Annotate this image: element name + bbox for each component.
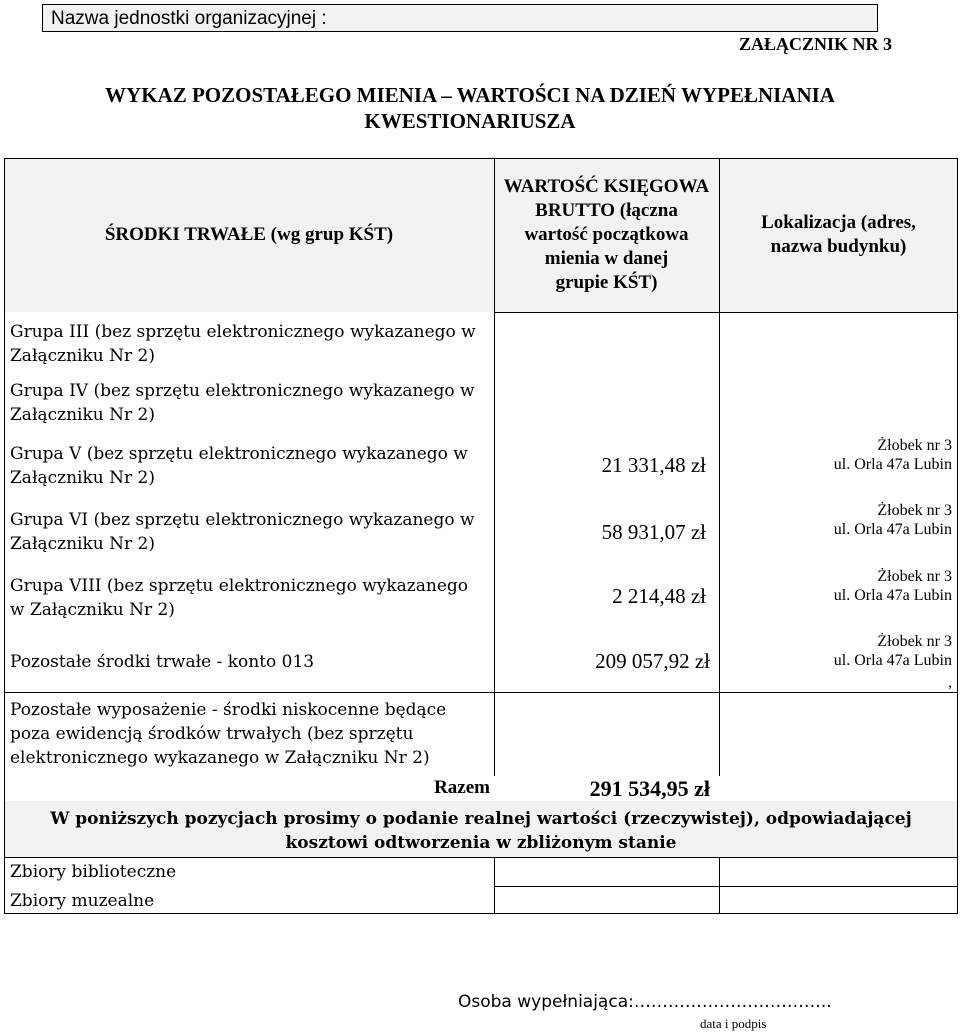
- location-line: Żłobek nr 3: [877, 568, 952, 585]
- header-book-value: [494, 158, 719, 312]
- header-book-value-line: BRUTTO (łączna: [535, 200, 678, 221]
- location-line: Żłobek nr 3: [877, 502, 952, 519]
- document-title-line1: WYKAZ POZOSTAŁEGO MIENIA – WARTOŚCI NA DZIEŃ WYPEŁNIANIA: [105, 83, 835, 107]
- column-divider-2: [719, 158, 720, 692]
- row-divider: [4, 692, 958, 693]
- header-location-line: nazwa budynku): [770, 236, 907, 257]
- extra-column-divider-1: [494, 857, 495, 914]
- location-line: ul. Orla 47a Lubin: [833, 521, 952, 538]
- annex-label: ZAŁĄCZNIK NR 3: [738, 34, 892, 54]
- total-label: Razem: [434, 777, 490, 798]
- note-line: W poniższych pozycjach prosimy o podanie realnej wartości (rzeczywistej), odpowiadającej: [50, 809, 912, 829]
- location-line: ul. Orla 47a Lubin: [833, 587, 952, 604]
- table-row-label: [10, 650, 314, 674]
- row-label-line: Załączniku Nr 2): [10, 534, 155, 554]
- header-book-value-line: WARTOŚĆ KSIĘGOWA: [503, 176, 710, 197]
- table-row-label: [10, 574, 468, 622]
- extra-row-label: Zbiory biblioteczne: [10, 862, 177, 882]
- header-location-line: Lokalizacja (adres,: [761, 212, 916, 233]
- book-value: 2 214,48 zł: [612, 584, 706, 608]
- total-value: 291 534,95 zł: [589, 776, 710, 801]
- organization-unit-label: Nazwa jednostki organizacyjnej :: [51, 8, 327, 29]
- row-label-line: poza ewidencją środków trwałych (bez sprzętu: [10, 724, 414, 744]
- organization-unit-field: [42, 4, 878, 32]
- column-divider-1: [494, 158, 495, 692]
- row-label-line: Załączniku Nr 2): [10, 346, 155, 366]
- note-bottom-line: [4, 857, 958, 858]
- row-label-line: Grupa III (bez sprzętu elektronicznego wykazanego w: [10, 322, 476, 342]
- signature-caption: data i podpis: [700, 1016, 767, 1031]
- location-text: [752, 632, 952, 670]
- table-row-label: [10, 698, 446, 770]
- location-box-right: [719, 692, 720, 776]
- book-value: 58 931,07 zł: [601, 520, 706, 544]
- header-fixed-assets-label: ŚRODKI TRWAŁE (wg grup KŚT): [104, 224, 394, 245]
- row-label-line: Pozostałe wyposażenie - środki niskocenne będące: [10, 700, 447, 720]
- location-line: ul. Orla 47a Lubin: [833, 652, 952, 669]
- location-mark: ,: [948, 674, 952, 691]
- header-book-value-line: grupie KŚT): [555, 272, 658, 293]
- header-book-value-line: mienia w danej: [544, 248, 669, 269]
- signature-line: Osoba wypełniająca:……………………………..: [458, 992, 832, 1012]
- table-row-label: [10, 508, 475, 556]
- header-fixed-assets: [4, 158, 494, 312]
- row-label-line: Grupa VI (bez sprzętu elektronicznego wykazanego w: [10, 510, 475, 530]
- table-row-label: [10, 320, 476, 368]
- row-label-line: Grupa V (bez sprzętu elektronicznego wykazanego w: [10, 444, 468, 464]
- column-divider-value-lower: [494, 692, 495, 776]
- table-row-label: [10, 442, 468, 490]
- note-line: kosztowi odtworzenia w zbliżonym stanie: [285, 833, 677, 853]
- extra-row-divider: [494, 886, 958, 887]
- location-text: [752, 501, 952, 539]
- extra-row-label: Zbiory muzealne: [10, 891, 155, 911]
- location-line: Żłobek nr 3: [877, 633, 952, 650]
- table-border-top: [4, 158, 958, 159]
- book-value: 21 331,48 zł: [601, 453, 706, 477]
- row-label-line: Grupa VIII (bez sprzętu elektronicznego wykazanego: [10, 576, 469, 596]
- header-book-value-line: wartość początkowa: [524, 224, 689, 245]
- row-label-line: Pozostałe środki trwałe - konto 013: [10, 652, 315, 672]
- header-divider: [494, 312, 958, 313]
- row-label-line: Załączniku Nr 2): [10, 405, 155, 425]
- table-row-label: [10, 379, 475, 427]
- row-label-line: Załączniku Nr 2): [10, 468, 155, 488]
- location-text: [752, 567, 952, 605]
- book-value: 209 057,92 zł: [595, 649, 710, 673]
- document-title: [0, 82, 940, 134]
- row-label-line: elektronicznego wykazanego w Załączniku Nr 2): [10, 748, 430, 768]
- row-label-line: w Załączniku Nr 2): [10, 600, 175, 620]
- location-line: Żłobek nr 3: [877, 437, 952, 454]
- location-line: ul. Orla 47a Lubin: [833, 456, 952, 473]
- header-location: [719, 158, 958, 312]
- document-title-line2: KWESTIONARIUSZA: [364, 109, 576, 133]
- table-border-bottom: [4, 913, 958, 914]
- note-band: [4, 801, 958, 857]
- location-text: [752, 436, 952, 474]
- extra-column-divider-2: [719, 857, 720, 914]
- row-label-line: Grupa IV (bez sprzętu elektronicznego wykazanego w: [10, 381, 475, 401]
